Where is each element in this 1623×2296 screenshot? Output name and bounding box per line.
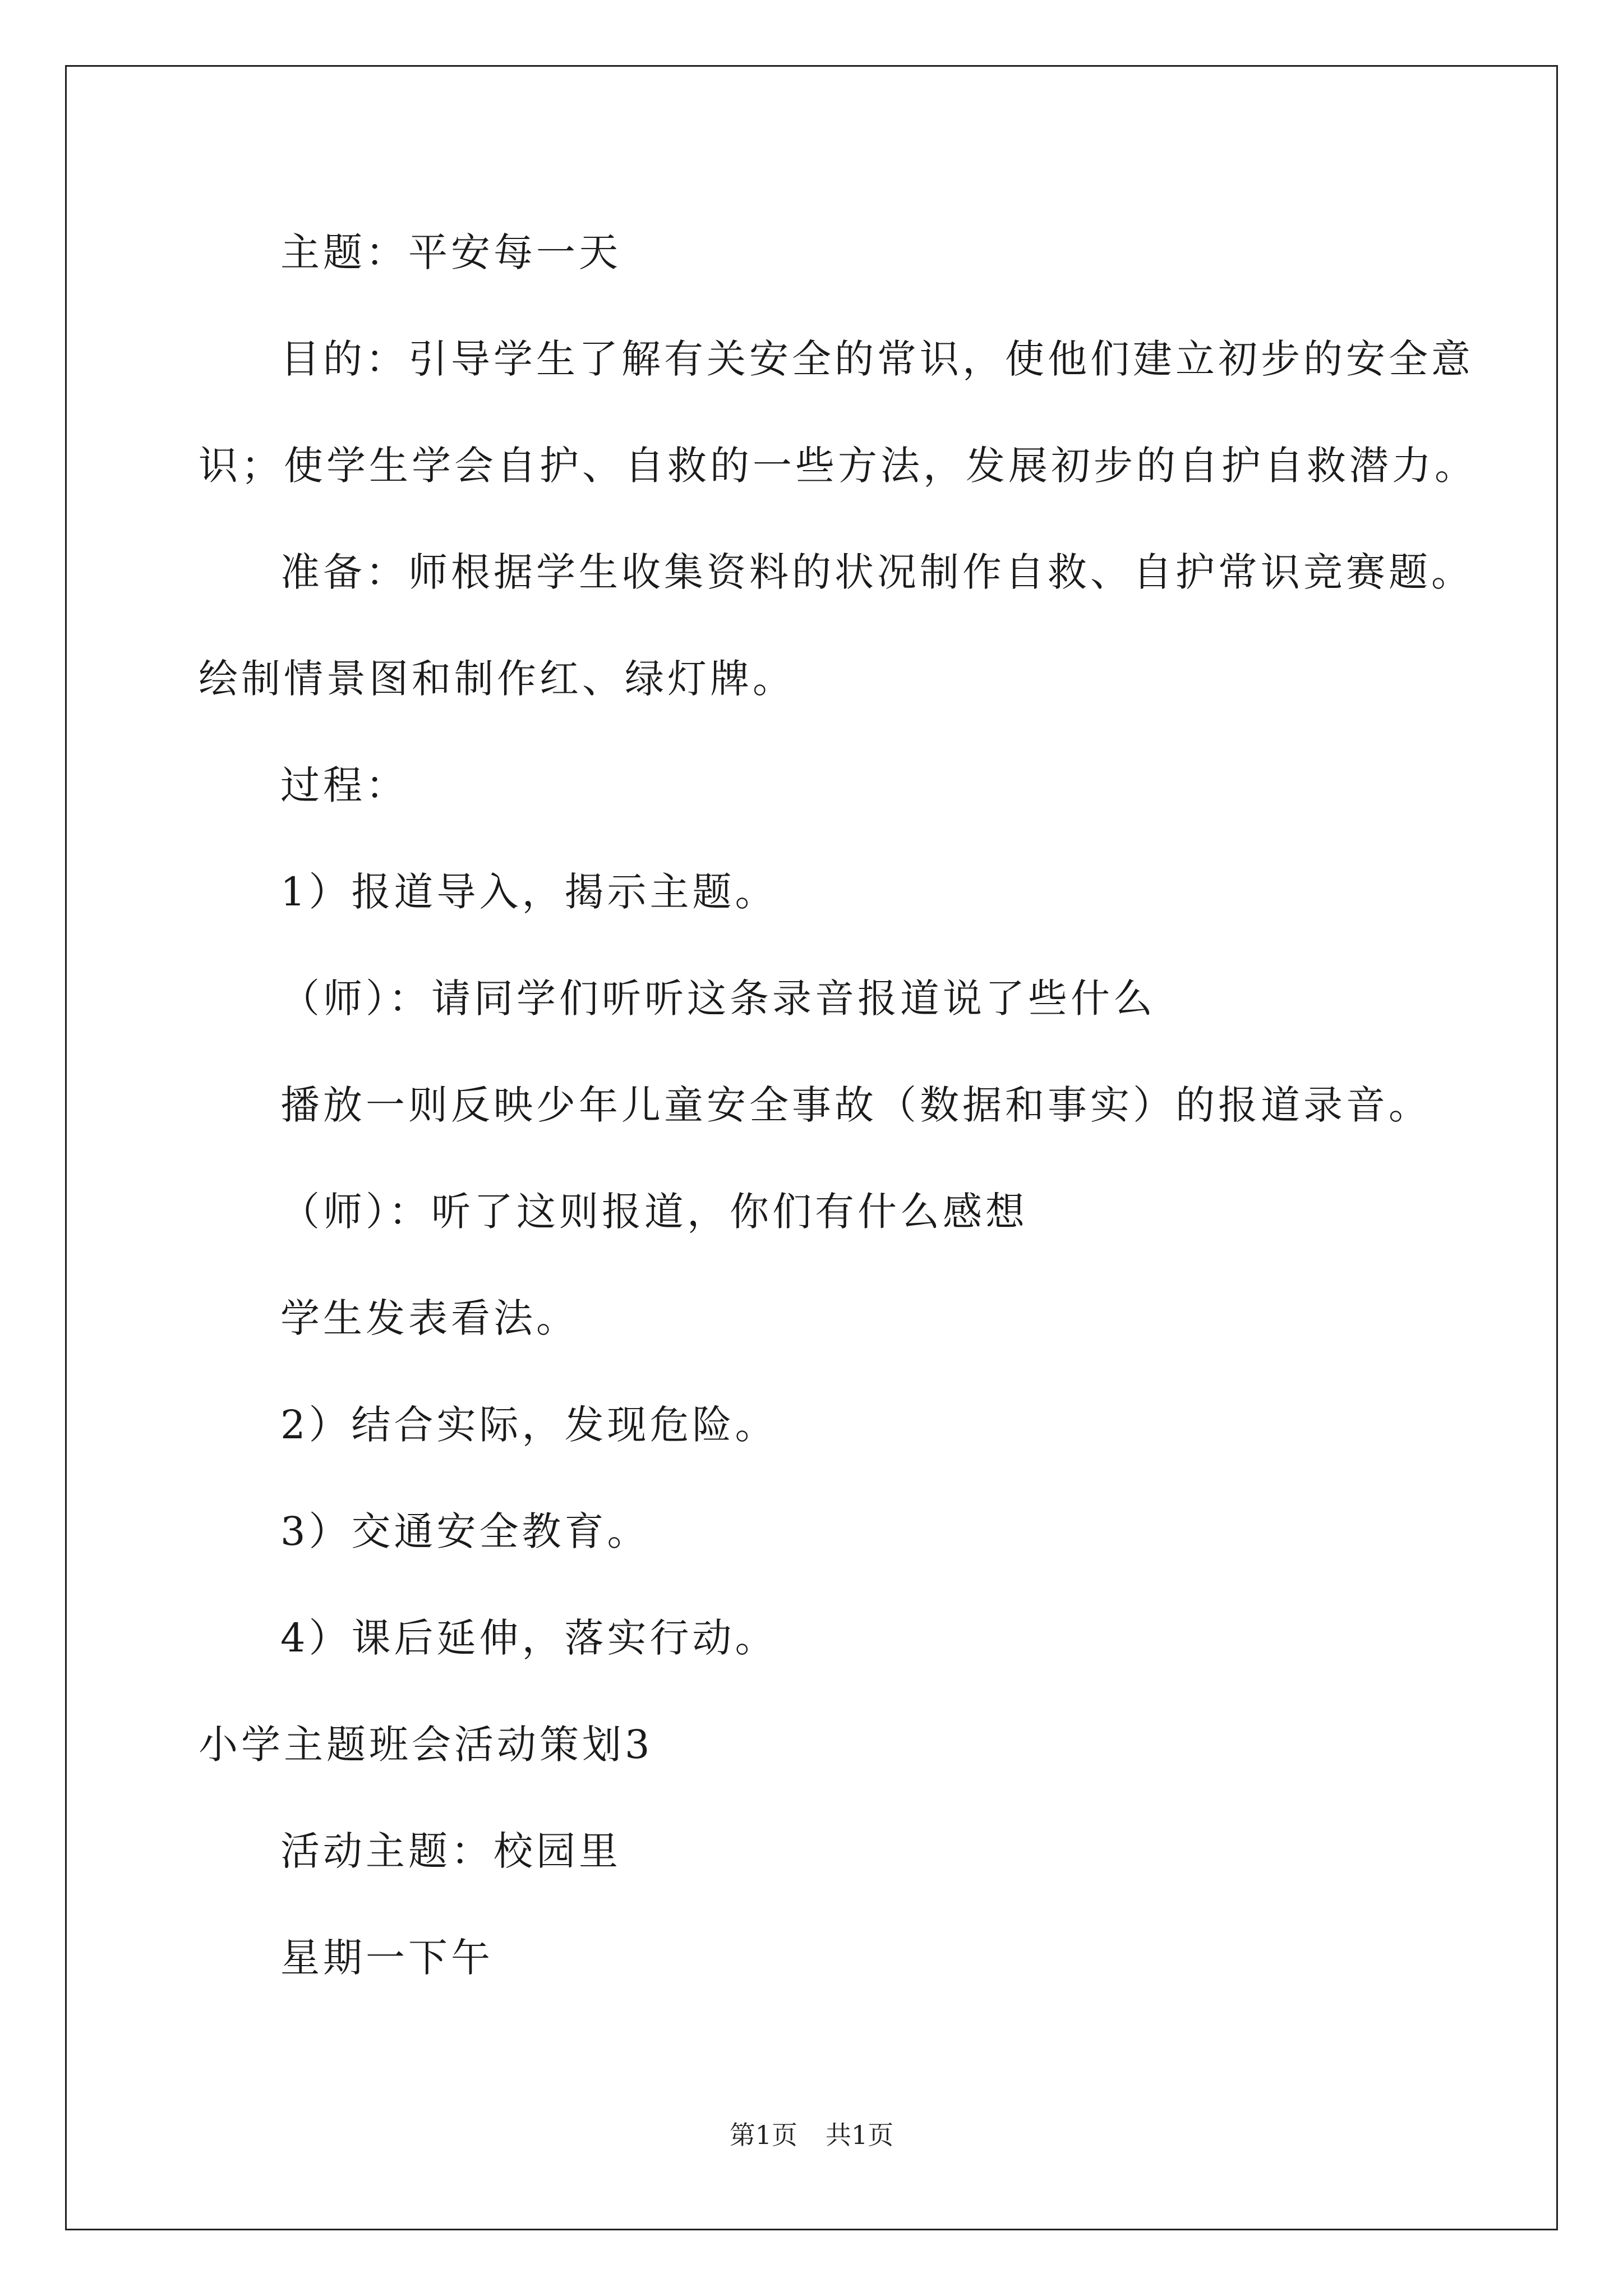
purpose-line-cont: 识；使学生学会自护、自救的一些方法，发展初步的自护自救潜力。 [199, 443, 1477, 489]
step-4: 4）课后延伸，落实行动。 [280, 1615, 778, 1661]
step-3: 3）交通安全教育。 [280, 1508, 650, 1554]
page-total: 共1页 [826, 2120, 894, 2150]
teacher-line-2: （师）：听了这则报道，你们有什么感想 [280, 1189, 1028, 1235]
teacher-line-1: （师）：请同学们听听这条录音报道说了些什么 [280, 976, 1156, 1022]
students-line: 学生发表看法。 [280, 1295, 579, 1341]
theme-line: 主题：平安每一天 [280, 229, 621, 275]
purpose-line: 目的：引导学生了解有关安全的常识，使他们建立初步的安全意 [280, 336, 1474, 382]
process-heading: 过程： [280, 762, 408, 808]
preparation-line-cont: 绘制情景图和制作红、绿灯牌。 [199, 656, 795, 702]
preparation-line: 准备：师根据学生收集资料的状况制作自救、自护常识竞赛题。 [280, 549, 1474, 595]
page-number: 第1页 [729, 2120, 797, 2150]
page-footer [0, 2119, 1623, 2151]
step-2: 2）结合实际，发现危险。 [280, 1402, 778, 1448]
step-1: 1）报道导入，揭示主题。 [280, 869, 778, 915]
section-heading: 小学主题班会活动策划3 [199, 1722, 653, 1768]
activity-theme-line: 活动主题：校园里 [280, 1828, 621, 1874]
play-recording-line: 播放一则反映少年儿童安全事故（数据和事实）的报道录音。 [280, 1082, 1431, 1128]
page-border [65, 65, 1558, 2230]
time-line: 星期一下午 [280, 1935, 494, 1981]
